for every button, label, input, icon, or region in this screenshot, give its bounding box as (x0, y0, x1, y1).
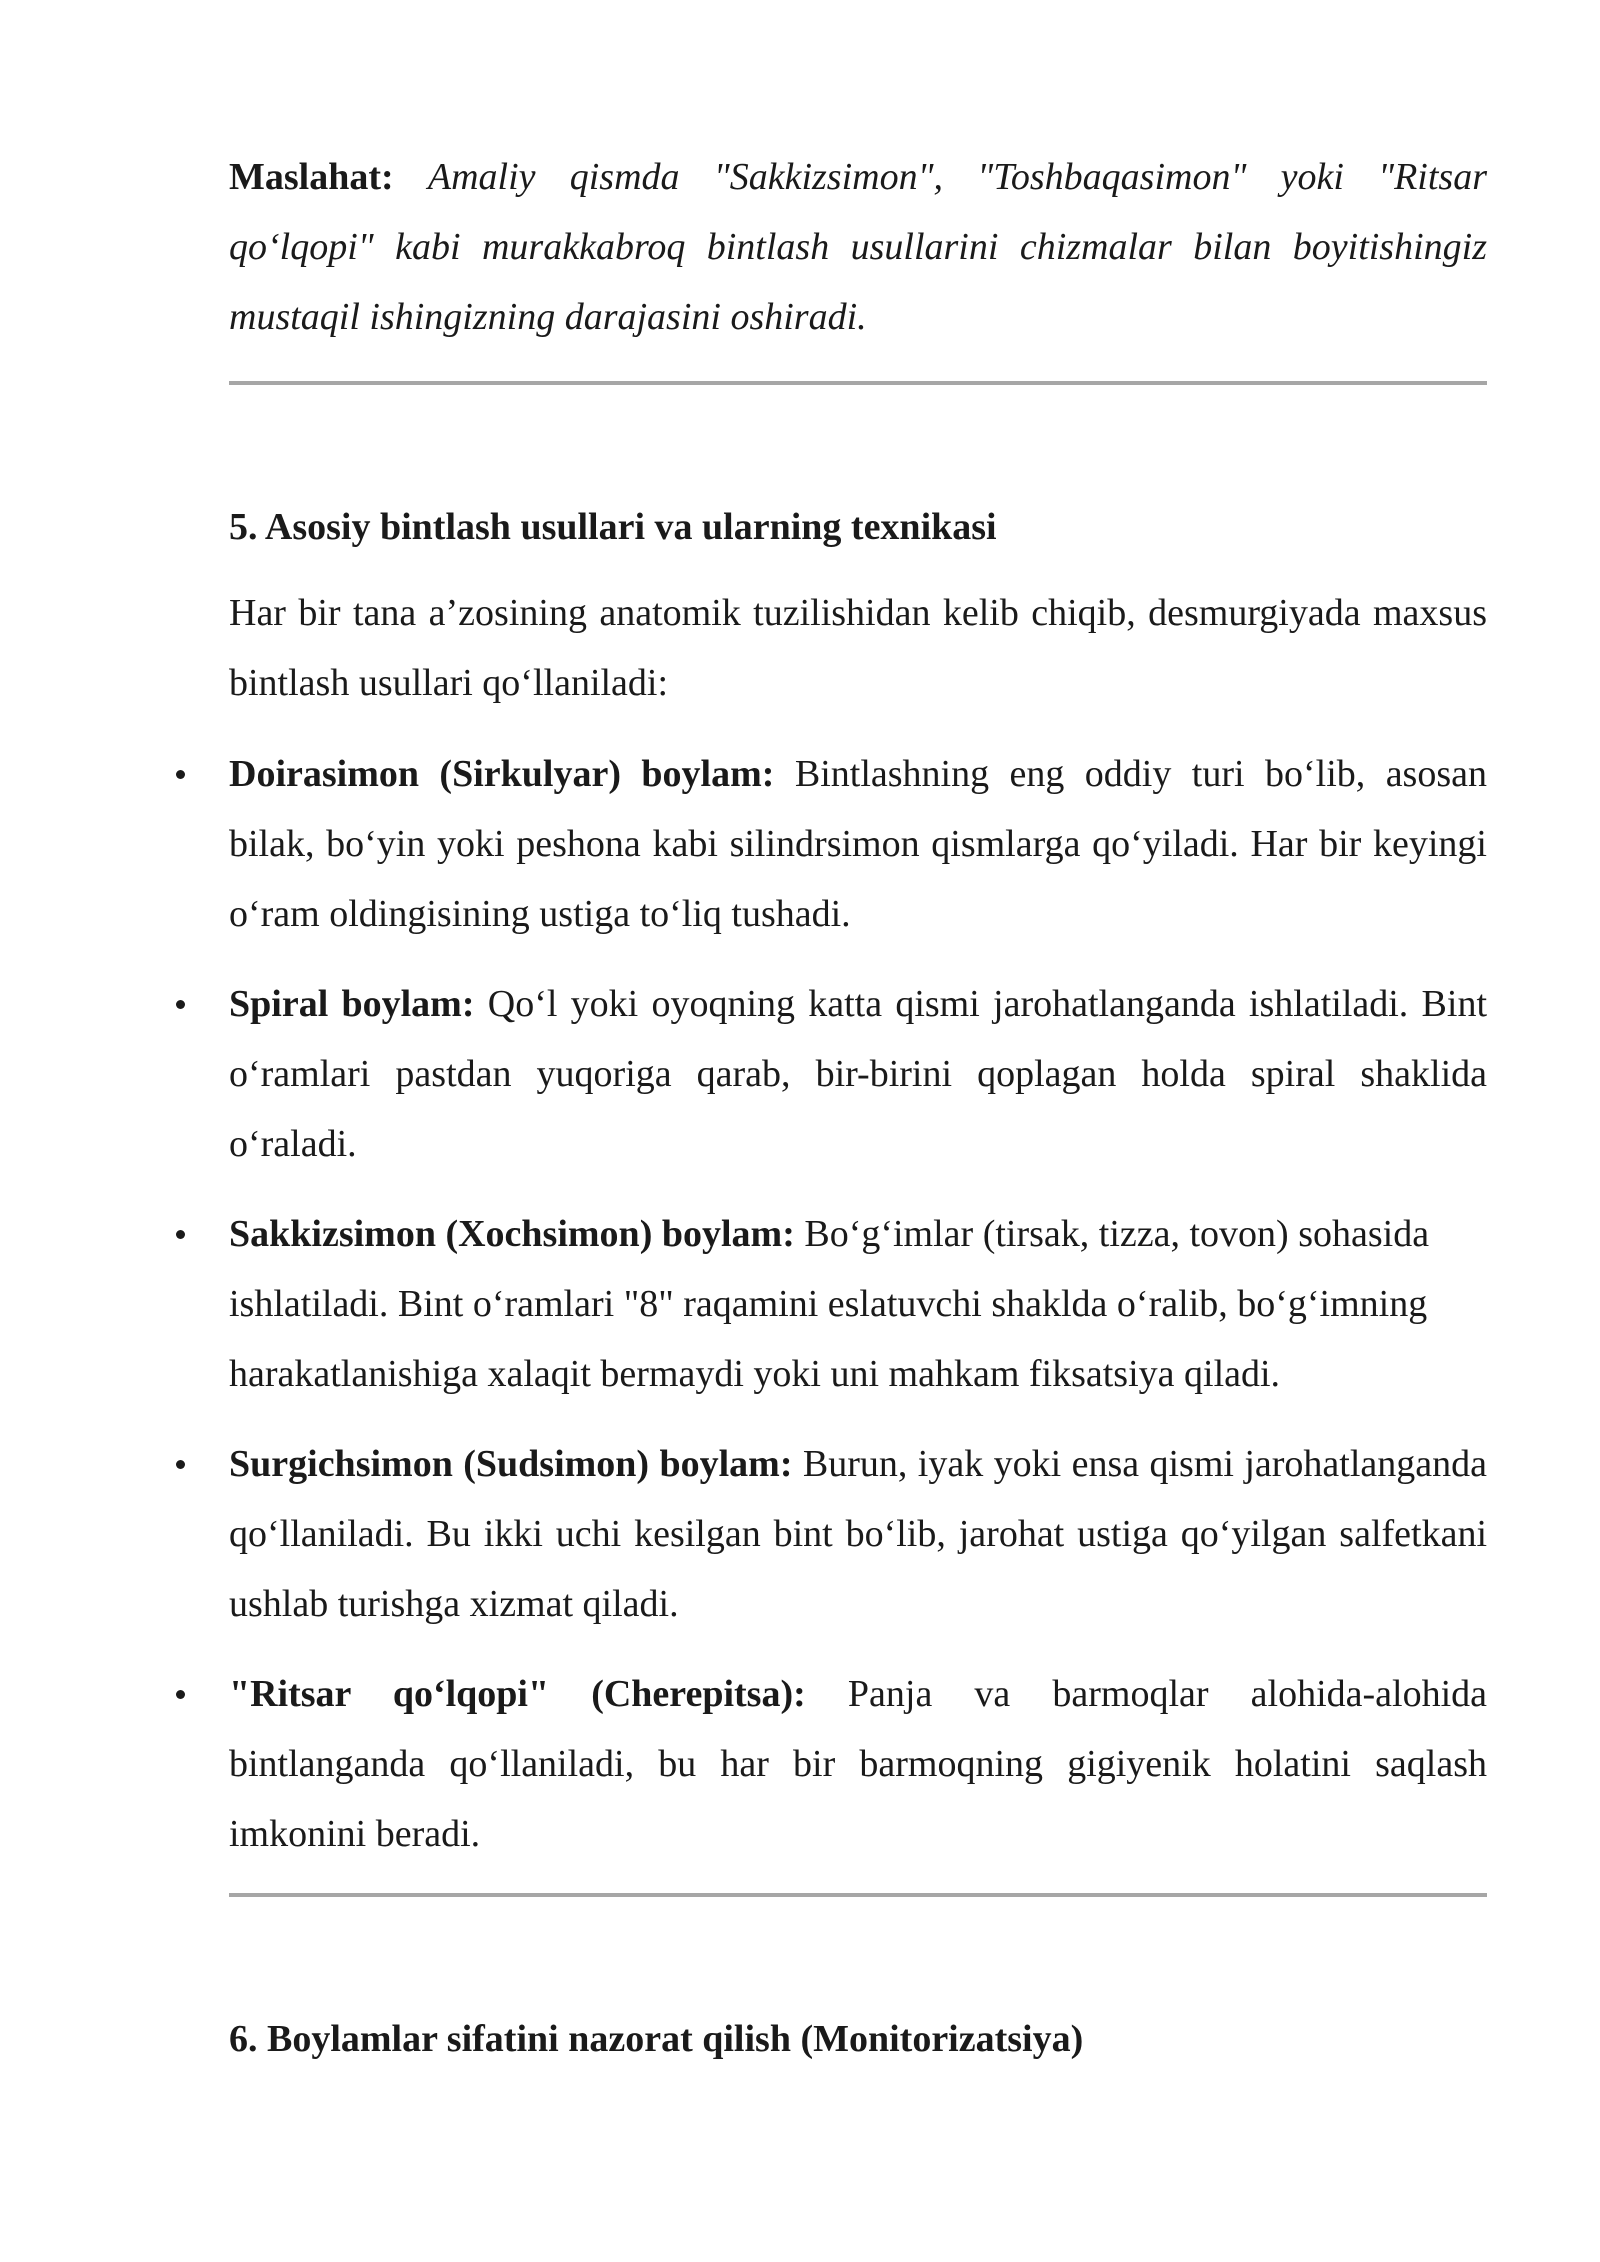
bullet-icon (176, 1460, 185, 1469)
section-5-intro: Har bir tana a’zosining anatomik tuzilishidan kelib chiqib, desmurgiyada maxsus bintlash usullari qo‘llaniladi: (229, 592, 1487, 704)
list-item-title: Sakkizsimon (Xochsimon) boylam: (229, 1213, 795, 1255)
list-item-text: Burun, iyak yoki ensa qismi jarohatlanganda qo‘llaniladi. Bu ikki uchi kesilgan bint bo‘lib, jarohat ustiga qo‘yilgan salfetkani ushlab turishga xizmat qiladi. (229, 1443, 1488, 1625)
list-item-title: Spiral boylam: (229, 983, 475, 1025)
section-6-heading: 6. Boylamlar sifatini nazorat qilish (Monitorizatsiya) (229, 2018, 1084, 2060)
bullet-icon (176, 1230, 185, 1239)
list-item-title: Doirasimon (Sirkulyar) boylam: (229, 753, 775, 795)
list-item (229, 1429, 1487, 1639)
tip-text: Amaliy qismda "Sakkizsimon", "Toshbaqasimon" yoki "Ritsar qo‘lqopi" kabi murakkabroq bintlash usullarini chizmalar bilan boyitishingiz mustaqil ishingizning darajasini oshiradi. (229, 156, 1488, 338)
list-item-title: "Ritsar qo‘lqopi" (Cherepitsa): (229, 1673, 806, 1715)
list-item-text: Qo‘l yoki oyoqning katta qismi jarohatlanganda ishlatiladi. Bint o‘ramlari pastdan yuqoriga qarab, bir-birini qoplagan holda spiral shaklida o‘raladi. (229, 983, 1488, 1165)
bullet-icon (176, 770, 185, 779)
list-item (229, 969, 1487, 1179)
bullet-icon (176, 1690, 185, 1699)
list-item (229, 739, 1487, 949)
list-item (229, 1659, 1487, 1869)
bullet-icon (176, 1000, 185, 1009)
horizontal-divider (229, 381, 1487, 385)
list-item-text: Panja va barmoqlar alohida-alohida bintlanganda qo‘llaniladi, bu har bir barmoqning gigiyenik holatini saqlash imkonini beradi. (229, 1673, 1487, 1855)
tip-label: Maslahat: (229, 156, 394, 198)
bandaging-methods-list (229, 739, 1487, 1889)
tip-paragraph (229, 142, 1487, 352)
list-item-text: Bo‘g‘imlar (tirsak, tizza, tovon) sohasida ishlatiladi. Bint o‘ramlari "8" raqamini eslatuvchi shakldа o‘ralib, bo‘g‘imning harakatlanishiga xalaqit bermaydi yoki uni mahkam fiksatsiya qiladi. (229, 1213, 1430, 1395)
list-item-text: Bintlashning eng oddiy turi bo‘lib, asosan bilak, bo‘yin yoki peshona kabi silindrsimon qismlarga qo‘yiladi. Har bir keyingi o‘ram oldingisining ustiga to‘liq tushadi. (229, 753, 1487, 935)
horizontal-divider (229, 1893, 1487, 1897)
section-5-heading: 5. Asosiy bintlash usullari va ularning texnikasi (229, 506, 997, 548)
list-item (229, 1199, 1487, 1409)
list-item-title: Surgichsimon (Sudsimon) boylam: (229, 1443, 793, 1485)
